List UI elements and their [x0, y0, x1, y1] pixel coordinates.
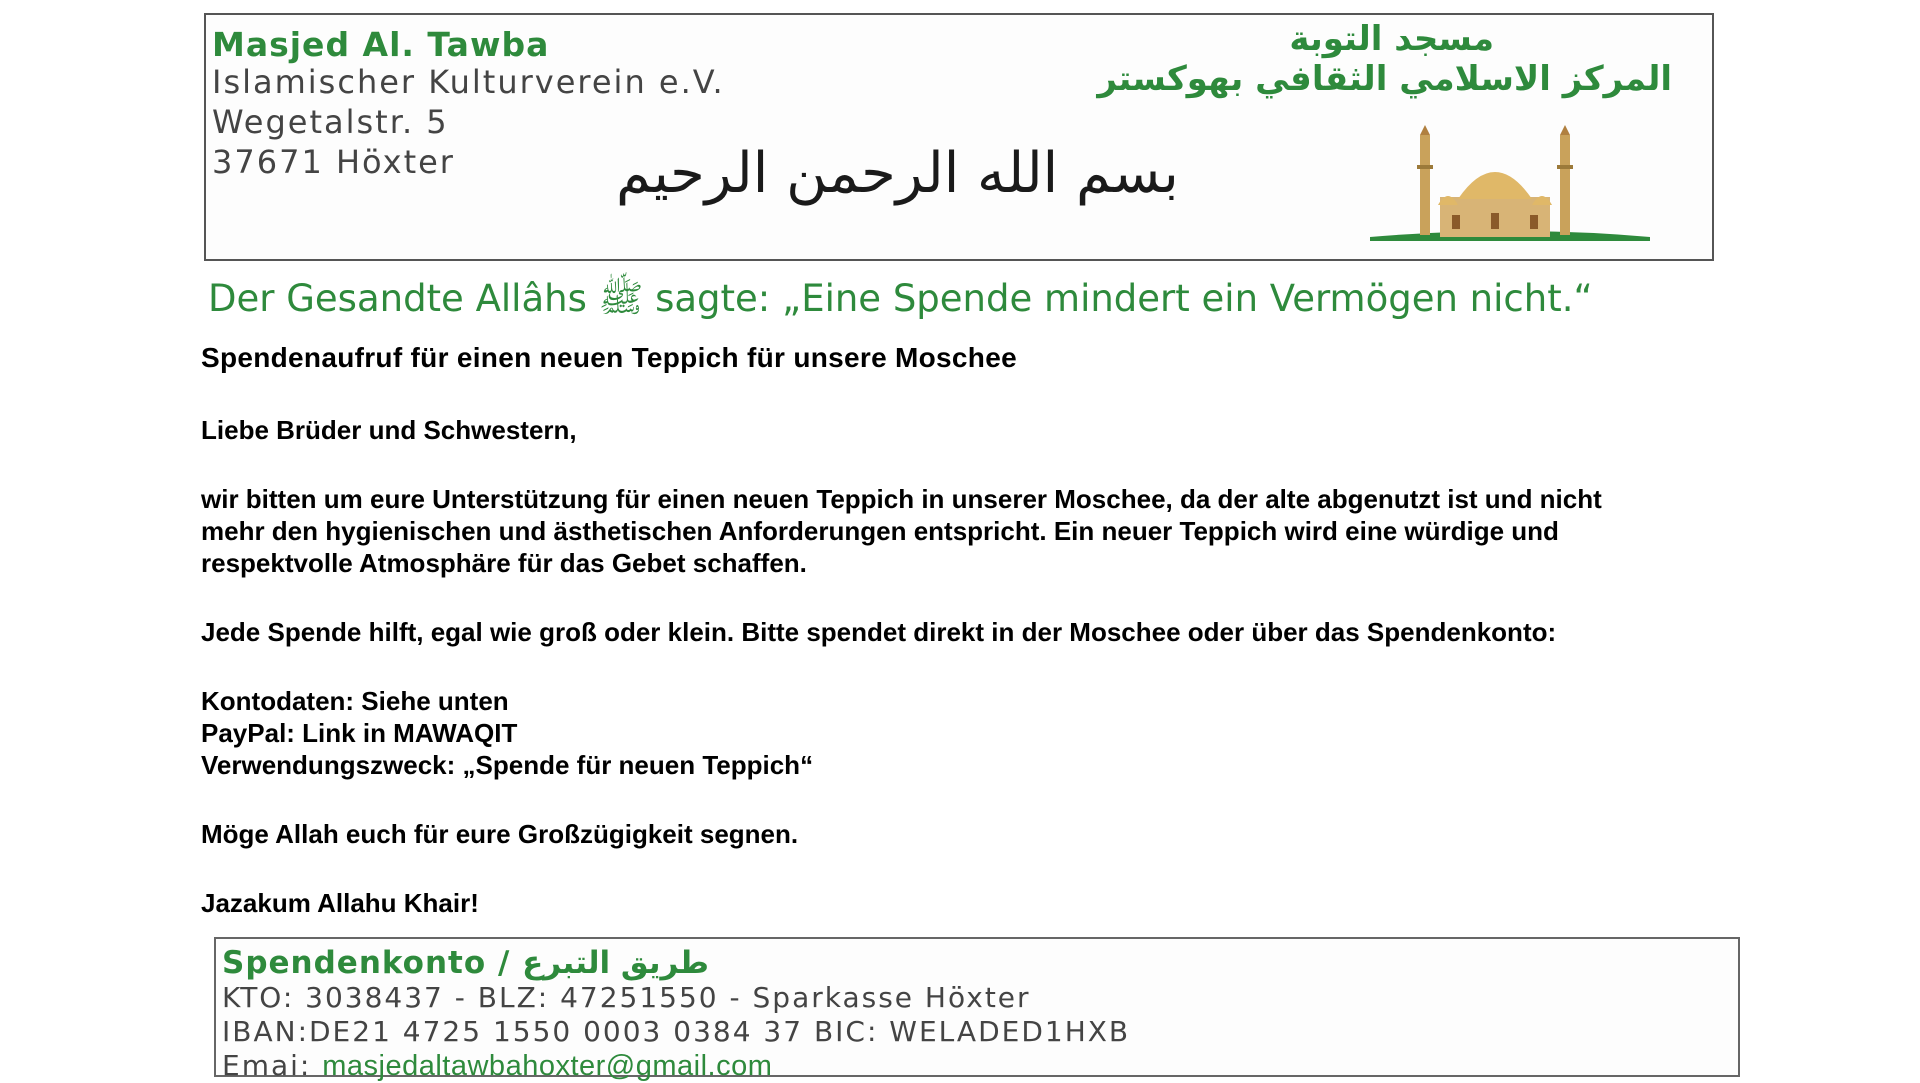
mosque-name: Masjed Al. Tawba [212, 25, 550, 64]
paragraph-line: mehr den hygienischen und ästhetischen Anforderungen entspricht. Ein neuer Teppich wird eine würdige und [201, 516, 1559, 546]
basmala-calligraphy: بسم الله الرحمن الرحيم [616, 141, 1179, 206]
purpose-line: Verwendungszweck: „Spende für neuen Teppich“ [201, 750, 814, 780]
account-title: Spendenkonto / طريق التبرع [222, 945, 709, 981]
paypal-line: PayPal: Link in MAWAQIT [201, 718, 518, 748]
iban-bic: IBAN:DE21 4725 1550 0003 0384 37 BIC: WELADED1HXB [222, 1015, 1131, 1048]
blessing: Möge Allah euch für eure Großzügigkeit segnen. [201, 819, 799, 849]
donation-account-box [214, 937, 1740, 1082]
page-title: Spendenaufruf für einen neuen Teppich für unsere Moschee [201, 342, 1017, 373]
greeting: Liebe Brüder und Schwestern, [201, 415, 577, 445]
account-number: KTO: 3038437 - BLZ: 47251550 - Sparkasse Höxter [222, 981, 1031, 1014]
arabic-mosque-name: مسجد التوبة [1289, 19, 1494, 59]
letter-body [201, 342, 1741, 956]
mosque-illustration [1360, 125, 1660, 245]
request-paragraph [201, 483, 1741, 579]
paragraph-line: wir bitten um eure Unterstützung für einen neuen Teppich in unserer Moschee, da der alte abgenutzt ist und nicht [201, 484, 1602, 514]
email-label: Emai: [222, 1049, 312, 1082]
appeal-paragraph: Jede Spende hilft, egal wie groß oder klein. Bitte spendet direkt in der Moschee oder über das Spendenkonto: [201, 617, 1557, 647]
city-address: 37671 Höxter [212, 143, 455, 181]
closing: Jazakum Allahu Khair! [201, 888, 479, 918]
arabic-organization-name: المركز الاسلامي الثقافي بهوكستر [1097, 59, 1672, 99]
organization-name: Islamischer Kulturverein e.V. [212, 63, 725, 101]
account-details-line: Kontodaten: Siehe unten [201, 686, 509, 716]
street-address: Wegetalstr. 5 [212, 103, 449, 141]
letterhead [204, 13, 1714, 261]
email-line [222, 1049, 772, 1083]
paragraph-line: respektvolle Atmosphäre für das Gebet schaffen. [201, 548, 807, 578]
donation-details [201, 685, 1741, 781]
hadith-quote: Der Gesandte Allâhs ﷺ sagte: „Eine Spende mindert ein Vermögen nicht.“ [208, 277, 1593, 320]
email-address: masjedaltawbahoxter@gmail.com [322, 1050, 773, 1082]
